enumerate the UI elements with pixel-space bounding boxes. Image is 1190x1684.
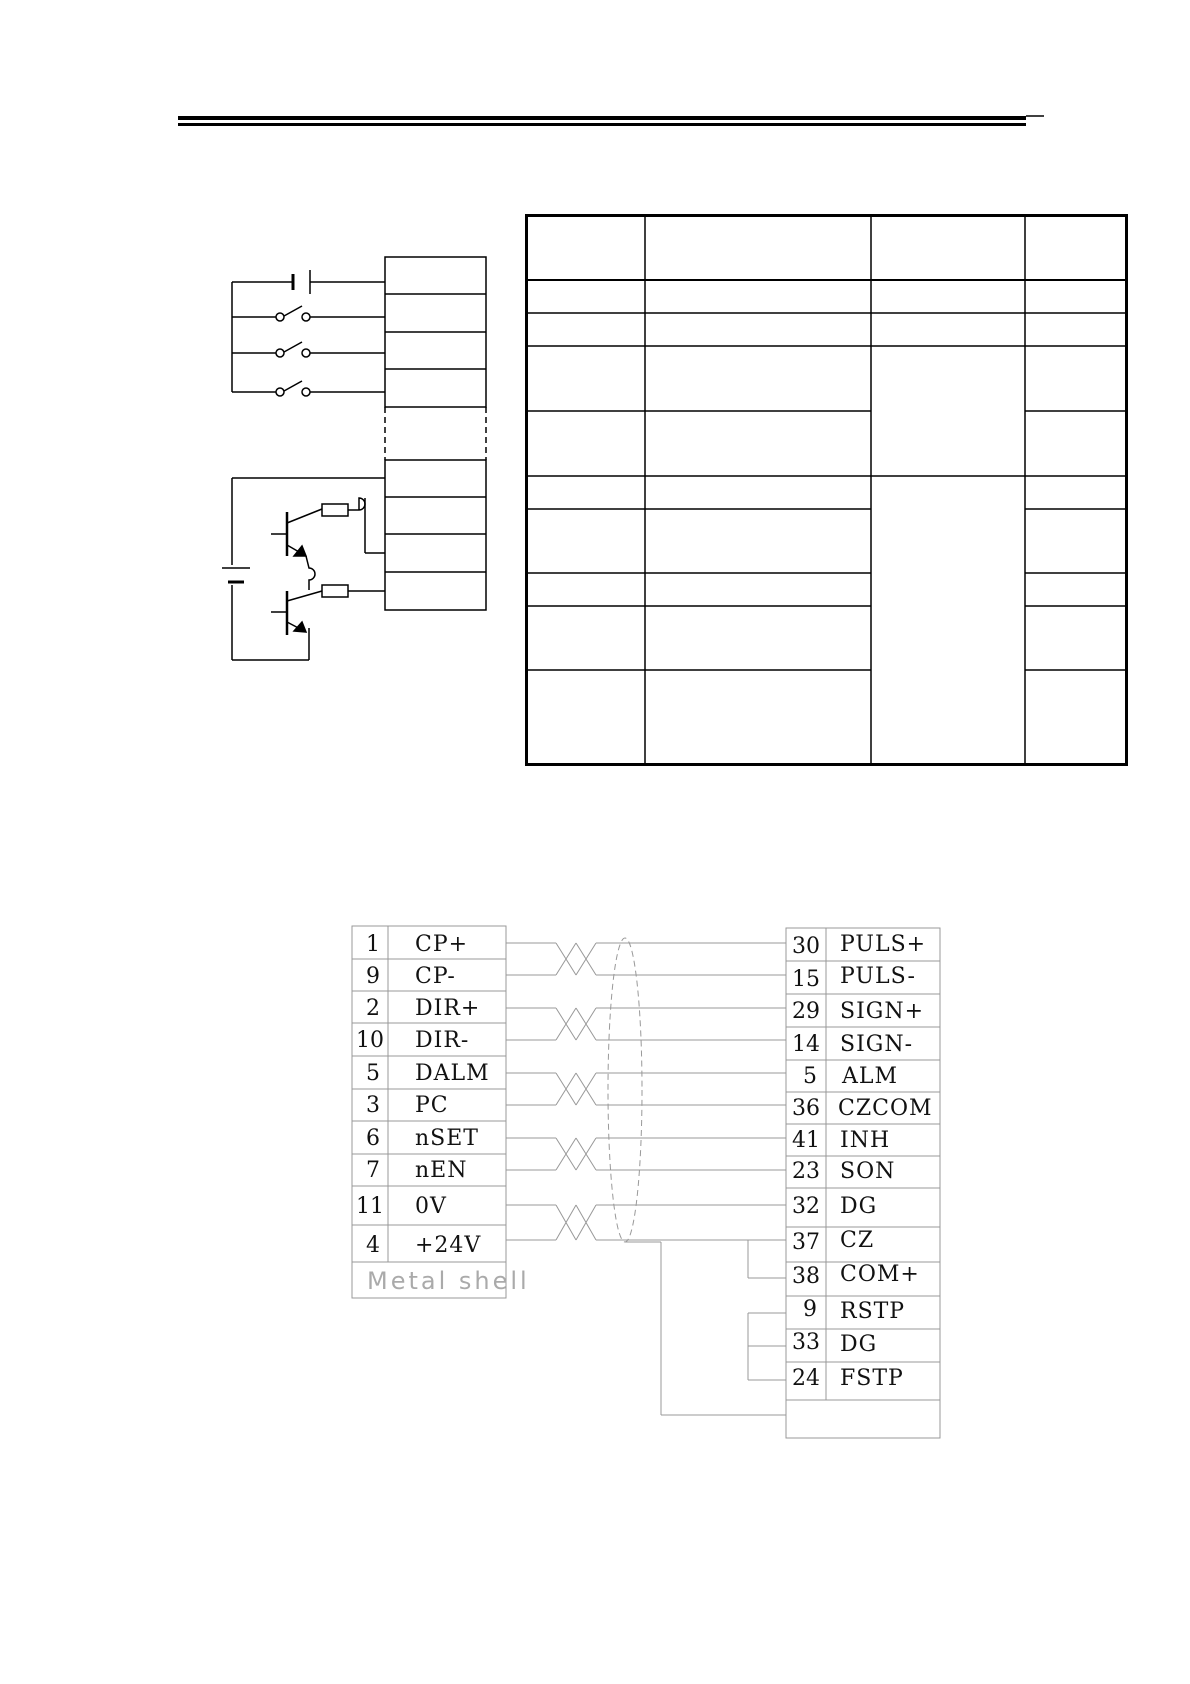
left-pin-num: 4 — [366, 1233, 380, 1258]
left-pin-num: 7 — [366, 1158, 380, 1183]
right-pin-num: 5 — [803, 1064, 817, 1089]
left-pin-name: 0V — [415, 1194, 447, 1219]
right-pin-name: FSTP — [840, 1366, 904, 1391]
left-pin-name: PC — [415, 1093, 449, 1118]
right-pin-name: PULS+ — [840, 932, 927, 957]
right-pin-name: SIGN+ — [840, 999, 925, 1024]
right-pin-num: 23 — [792, 1159, 820, 1184]
right-pin-name: CZ — [840, 1228, 875, 1253]
right-pin-num: 36 — [792, 1096, 820, 1121]
left-pin-num: 5 — [366, 1061, 380, 1086]
right-pin-name: SIGN- — [840, 1032, 914, 1057]
left-pin-name: DIR- — [415, 1028, 470, 1053]
right-pin-num: 29 — [792, 999, 820, 1024]
right-pin-num: 9 — [803, 1297, 817, 1322]
right-pin-name: RSTP — [840, 1299, 906, 1324]
left-pin-num: 3 — [366, 1093, 380, 1118]
left-pin-labels — [356, 932, 530, 1295]
cable-shield — [608, 938, 642, 1242]
right-pin-num: 30 — [792, 934, 820, 959]
right-pin-labels — [792, 932, 933, 1391]
right-pin-num: 38 — [792, 1264, 820, 1289]
right-pin-num: 14 — [792, 1032, 820, 1057]
left-pin-num: 11 — [356, 1194, 384, 1219]
right-pin-num: 24 — [792, 1366, 820, 1391]
right-pin-num: 33 — [792, 1330, 820, 1355]
left-pin-num: 1 — [366, 932, 380, 957]
left-pin-name: +24V — [415, 1233, 482, 1258]
left-pin-name: DIR+ — [415, 996, 481, 1021]
right-pin-name: ALM — [842, 1064, 899, 1089]
left-pin-name: CP- — [415, 964, 456, 989]
right-pin-num: 32 — [792, 1194, 820, 1219]
left-pin-num: 6 — [366, 1126, 380, 1151]
right-pin-name: DG — [840, 1194, 878, 1219]
left-pin-name: nSET — [415, 1126, 479, 1151]
left-pin-num: 9 — [366, 964, 380, 989]
metal-shell-label: Metal shell — [367, 1267, 530, 1295]
right-pin-name: SON — [840, 1159, 896, 1184]
right-pin-num: 41 — [792, 1128, 820, 1153]
left-pin-name: nEN — [415, 1158, 468, 1183]
right-pin-name: COM+ — [840, 1262, 920, 1287]
right-pin-num: 15 — [792, 967, 820, 992]
right-pin-name: CZCOM — [838, 1096, 933, 1121]
left-pin-num: 10 — [356, 1028, 384, 1053]
right-pin-num: 37 — [792, 1230, 820, 1255]
left-pin-num: 2 — [366, 996, 380, 1021]
right-pin-name: DG — [840, 1332, 878, 1357]
right-pin-name: INH — [840, 1128, 891, 1153]
right-pin-name: PULS- — [840, 964, 916, 989]
left-pin-name: CP+ — [415, 932, 469, 957]
left-pin-name: DALM — [415, 1061, 490, 1086]
